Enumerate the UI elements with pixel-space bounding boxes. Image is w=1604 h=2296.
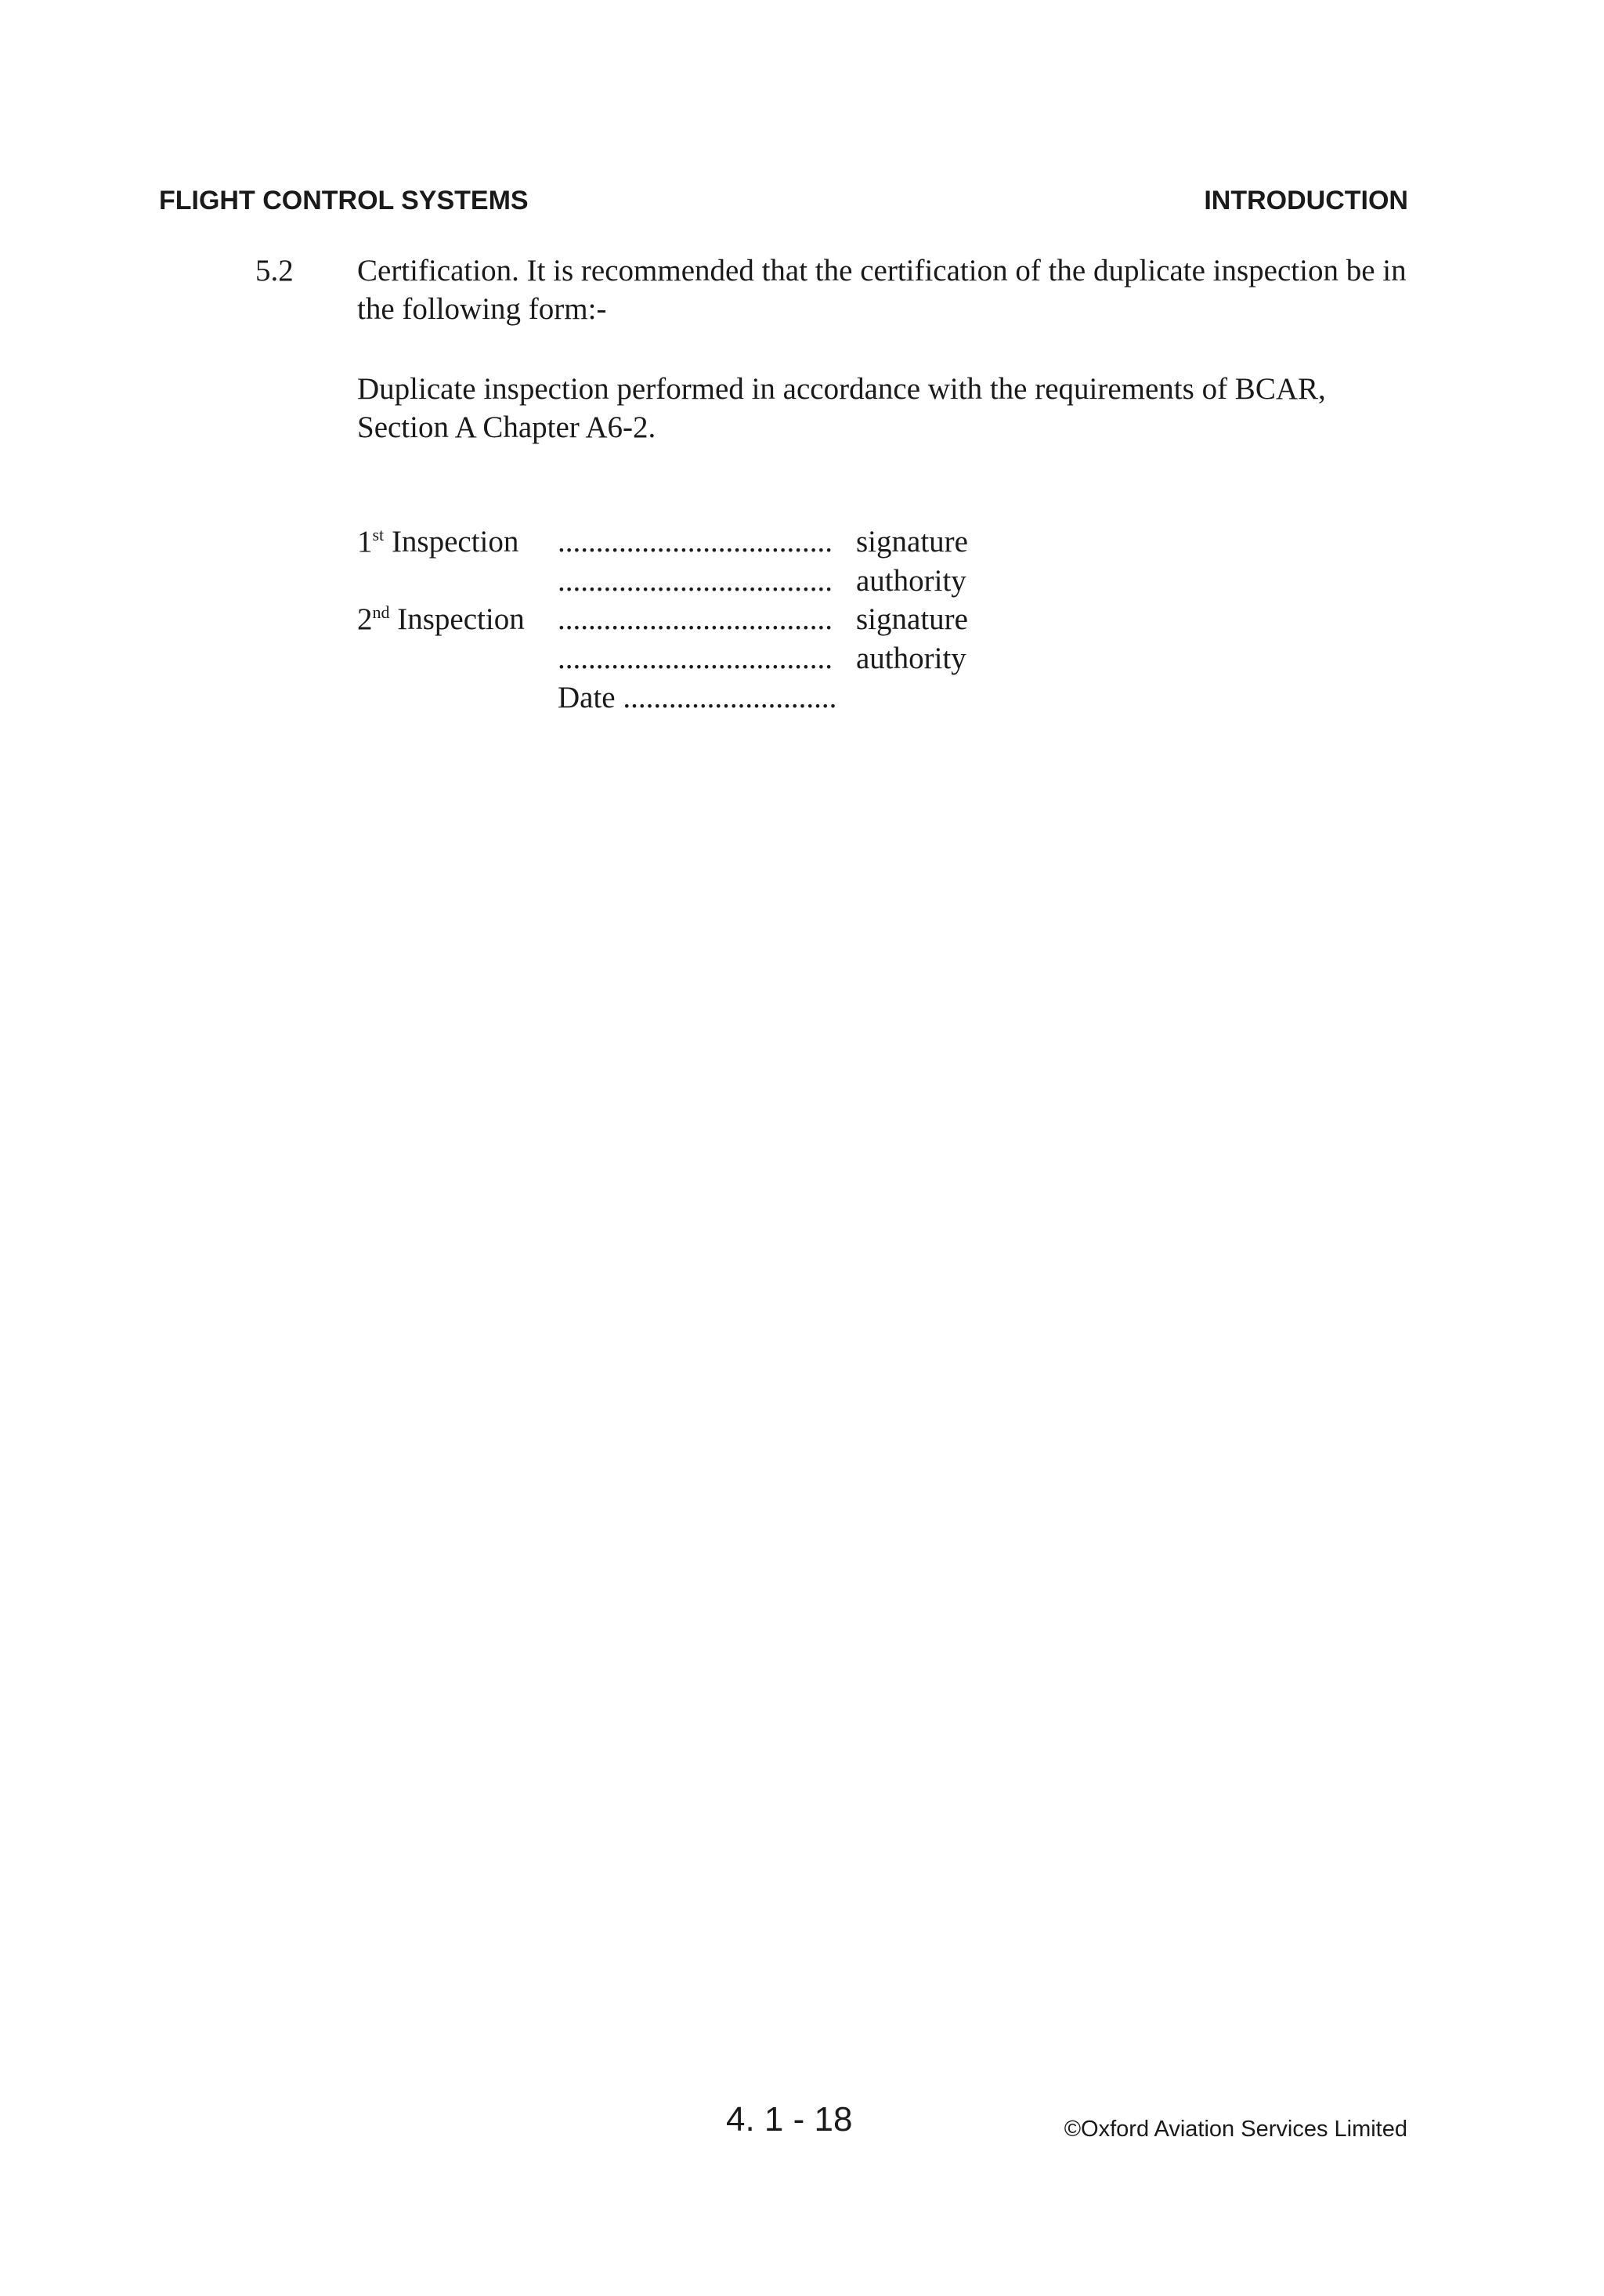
second-inspection-number: 2 <box>357 602 373 636</box>
paragraph-duplicate-inspection: Duplicate inspection performed in accordance with the requirements of BCAR, Section A Chapter A6-2. <box>357 372 1326 444</box>
form-role-authority: authority <box>856 564 966 598</box>
second-inspection-text: Inspection <box>397 602 525 636</box>
first-inspection-text: Inspection <box>391 525 519 559</box>
section-number: 5.2 <box>255 254 294 287</box>
form-role-signature: signature <box>856 602 968 636</box>
page-header-title: FLIGHT CONTROL SYSTEMS <box>159 186 529 215</box>
first-inspection-number: 1 <box>357 525 373 559</box>
copyright-notice: ©Oxford Aviation Services Limited <box>1064 2117 1407 2142</box>
second-inspection-suffix: nd <box>372 602 390 622</box>
paragraph-certification: Certification. It is recommended that the certification of the duplicate inspection be in the following form:- <box>357 254 1407 326</box>
form-dotted-line: .................................... <box>558 564 833 598</box>
form-date-line: Date ............................ <box>558 681 837 714</box>
form-dotted-line: .................................... <box>558 525 833 559</box>
page-number: 4. 1 - 18 <box>726 2100 853 2139</box>
form-role-authority: authority <box>856 642 966 675</box>
page-header-section: INTRODUCTION <box>1204 186 1408 215</box>
first-inspection-suffix: st <box>372 525 385 544</box>
form-dotted-line: .................................... <box>558 602 833 636</box>
form-dotted-line: .................................... <box>558 642 833 675</box>
first-inspection-label <box>357 522 518 561</box>
form-role-signature: signature <box>856 525 968 559</box>
second-inspection-label <box>357 600 525 638</box>
